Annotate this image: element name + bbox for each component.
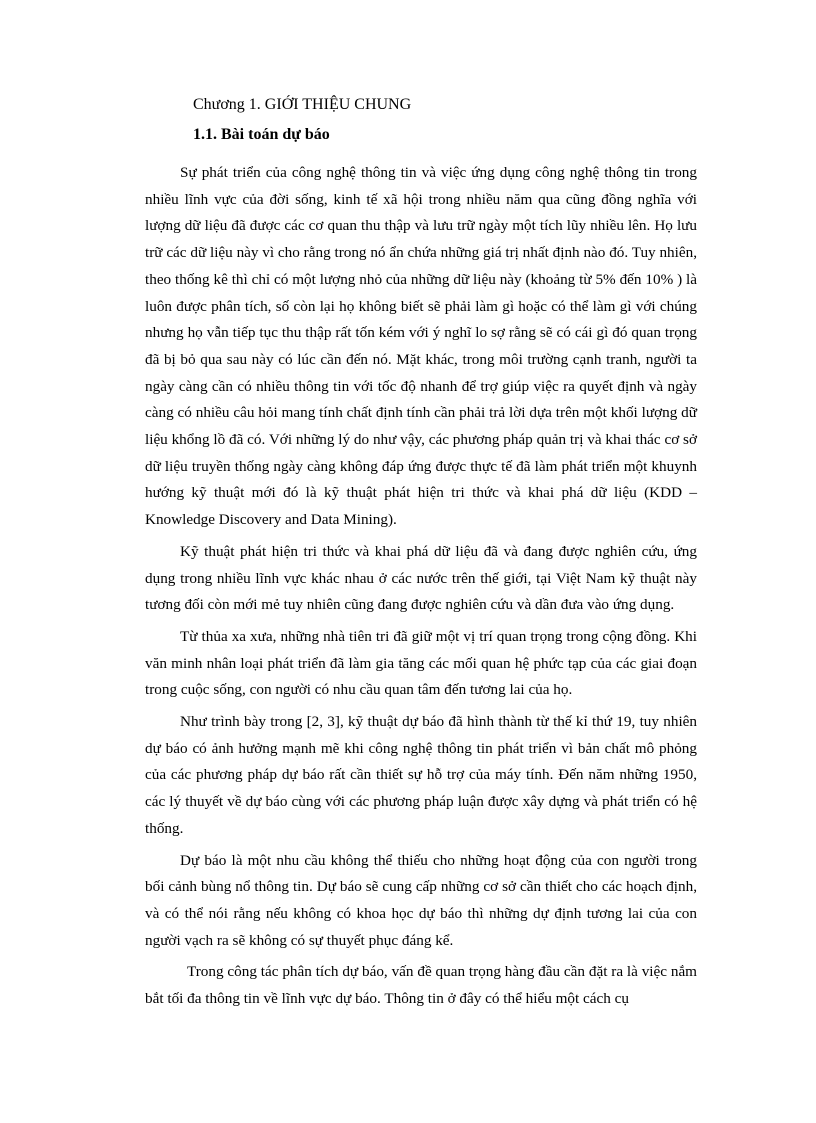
paragraph-4: Như trình bày trong [2, 3], kỹ thuật dự báo đã hình thành từ thế kỉ thứ 19, tuy nhiên dự báo có ảnh hưởng mạnh mẽ khi công nghệ thông tin phát triển vì bản chất mô phỏng của các phương pháp dự báo rất cần thiết sự hỗ trợ của máy tính. Đến năm những 1950, các lý thuyết về dự báo cùng với các phương pháp luận được xây dựng và phát triển có hệ thống. (145, 713, 697, 837)
body-text (145, 160, 697, 1018)
paragraph-3: Từ thủa xa xưa, những nhà tiên tri đã giữ một vị trí quan trọng trong cộng đồng. Khi văn minh nhân loại phát triển đã làm gia tăng các mối quan hệ phức tạp của các giai đoạn trong cuộc sống, con người có nhu cầu quan tâm đến tương lai của họ. (145, 627, 697, 699)
section-title: 1.1. Bài toán dự báo (193, 126, 330, 143)
paragraph-1: Sự phát triển của công nghệ thông tin và việc ứng dụng công nghệ thông tin trong nhiều lĩnh vực của đời sống, kinh tế xã hội trong nhiều năm qua cũng đồng nghĩa với lượng dữ liệu đã được các cơ quan thu thập và lưu trữ ngày một tích lũy nhiều lên. Họ lưu trữ các dữ liệu này vì cho rằng trong nó ẩn chứa những giá trị nhất định nào đó. Tuy nhiên, theo thống kê thì chỉ có một lượng nhỏ của những dữ liệu này (khoảng từ 5% đến 10% ) là luôn được phân tích, số còn lại họ không biết sẽ phải làm gì hoặc có thể làm gì với chúng nhưng họ vẫn tiếp tục thu thập rất tốn kém với ý nghĩ lo sợ rằng sẽ có cái gì đó quan trọng đã bị bỏ qua sau này có lúc cần đến nó. Mặt khác, trong môi trường cạnh tranh, người ta ngày càng cần có nhiều thông tin với tốc độ nhanh để trợ giúp việc ra quyết định và ngày càng có nhiều câu hỏi mang tính chất định tính cần phải trả lời dựa trên một khối lượng dữ liệu khổng lồ đã có. Với những lý do như vậy, các phương pháp quản trị và khai thác cơ sở dữ liệu truyền thống ngày càng không đáp ứng được thực tế đã làm phát triển một khuynh hướng kỹ thuật mới đó là kỹ thuật phát hiện tri thức và khai phá dữ liệu (KDD – Knowledge Discovery and Data Mining). (145, 164, 697, 529)
paragraph-6: Trong công tác phân tích dự báo, vấn đề quan trọng hàng đầu cần đặt ra là việc nắm bắt tối đa thông tin về lĩnh vực dự báo. Thông tin ở đây có thể hiểu một cách cụ (145, 963, 697, 1008)
paragraph-2: Kỹ thuật phát hiện tri thức và khai phá dữ liệu đã và đang được nghiên cứu, ứng dụng trong nhiều lĩnh vực khác nhau ở các nước trên thế giới, tại Việt Nam kỹ thuật này tương đối còn mới mẻ tuy nhiên cũng đang được nghiên cứu và dần đưa vào ứng dụng. (145, 542, 697, 614)
paragraph-5: Dự báo là một nhu cầu không thể thiếu cho những hoạt động của con người trong bối cảnh bùng nổ thông tin. Dự báo sẽ cung cấp những cơ sở cần thiết cho các hoạch định, và có thể nói rằng nếu không có khoa học dự báo thì những dự định tương lai của con người vạch ra sẽ không có sự thuyết phục đáng kể. (145, 851, 697, 949)
chapter-title: Chương 1. GIỚI THIỆU CHUNG (193, 96, 412, 113)
